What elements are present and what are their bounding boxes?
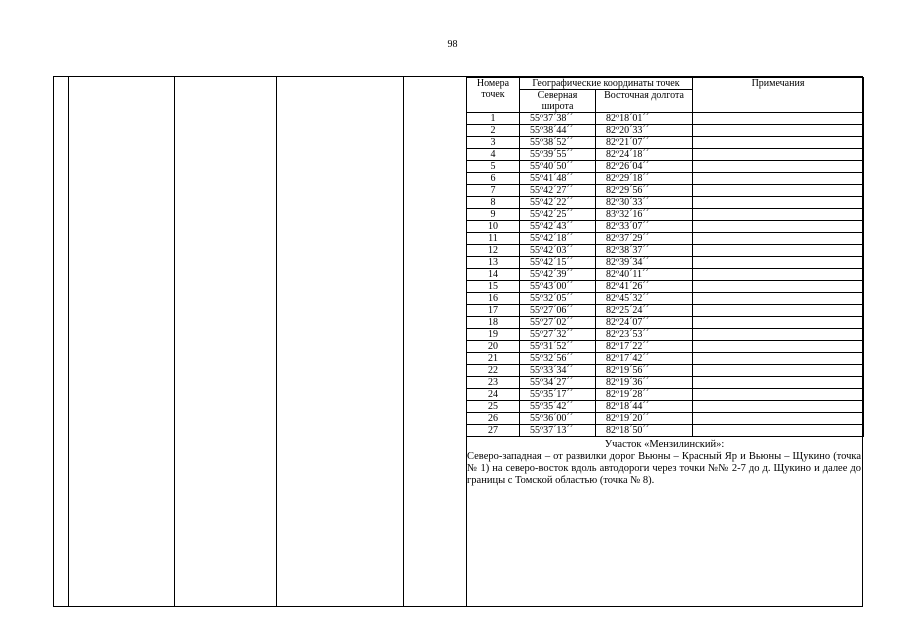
north-latitude: 55º42´39´´	[520, 269, 596, 281]
table-row	[467, 293, 864, 305]
note-cell	[693, 137, 864, 149]
north-latitude: 55º38´44´´	[520, 125, 596, 137]
note-cell	[693, 173, 864, 185]
section-text: Северо-западная – от развилки дорог Вьюны – Красный Яр и Вьюны – Щукино (точка № 1) на северо-восток вдоль автодороги через точки №№ 2-7 до д. Щукино и далее до границы с Томской областью (точка № 8).	[467, 451, 861, 486]
note-cell	[693, 401, 864, 413]
table-row	[467, 197, 864, 209]
point-number: 19	[467, 329, 520, 341]
note-cell	[693, 377, 864, 389]
east-longitude: 82º29´56´´	[596, 185, 693, 197]
table-row	[467, 233, 864, 245]
note-cell	[693, 341, 864, 353]
point-number: 24	[467, 389, 520, 401]
header-east-longitude: Восточная долгота	[596, 90, 693, 113]
table-row	[467, 401, 864, 413]
east-longitude: 82º18´50´´	[596, 425, 693, 437]
note-cell	[693, 353, 864, 365]
north-latitude: 55º42´03´´	[520, 245, 596, 257]
north-latitude: 55º43´00´´	[520, 281, 596, 293]
east-longitude: 82º19´20´´	[596, 413, 693, 425]
north-latitude: 55º32´56´´	[520, 353, 596, 365]
table-row	[467, 245, 864, 257]
coordinates-body	[467, 113, 864, 437]
east-longitude: 82º33´07´´	[596, 221, 693, 233]
table-row	[467, 413, 864, 425]
note-cell	[693, 293, 864, 305]
east-longitude: 82º25´24´´	[596, 305, 693, 317]
note-cell	[693, 413, 864, 425]
table-row	[467, 329, 864, 341]
note-cell	[693, 269, 864, 281]
table-row	[467, 161, 864, 173]
outer-table	[53, 76, 863, 607]
north-latitude: 55º32´05´´	[520, 293, 596, 305]
note-cell	[693, 113, 864, 125]
point-number: 6	[467, 173, 520, 185]
note-cell	[693, 305, 864, 317]
table-row	[467, 209, 864, 221]
point-number: 7	[467, 185, 520, 197]
table-row	[467, 281, 864, 293]
point-number: 13	[467, 257, 520, 269]
table-row	[467, 137, 864, 149]
column-divider	[68, 77, 69, 606]
point-number: 11	[467, 233, 520, 245]
east-longitude: 82º39´34´´	[596, 257, 693, 269]
point-number: 20	[467, 341, 520, 353]
table-row	[467, 221, 864, 233]
point-number: 16	[467, 293, 520, 305]
north-latitude: 55º37´38´´	[520, 113, 596, 125]
point-number: 26	[467, 413, 520, 425]
coordinates-block	[466, 77, 863, 487]
north-latitude: 55º37´13´´	[520, 425, 596, 437]
note-cell	[693, 245, 864, 257]
column-divider	[403, 77, 404, 606]
header-geo-coords: Географические координаты точек	[520, 78, 693, 90]
east-longitude: 82º19´36´´	[596, 377, 693, 389]
north-latitude: 55º33´34´´	[520, 365, 596, 377]
point-number: 12	[467, 245, 520, 257]
east-longitude: 82º37´29´´	[596, 233, 693, 245]
table-row	[467, 353, 864, 365]
point-number: 17	[467, 305, 520, 317]
east-longitude: 82º18´44´´	[596, 401, 693, 413]
table-row	[467, 341, 864, 353]
north-latitude: 55º42´18´´	[520, 233, 596, 245]
table-row	[467, 125, 864, 137]
east-longitude: 82º24´07´´	[596, 317, 693, 329]
north-latitude: 55º42´22´´	[520, 197, 596, 209]
point-number: 23	[467, 377, 520, 389]
note-cell	[693, 197, 864, 209]
point-number: 18	[467, 317, 520, 329]
note-cell	[693, 257, 864, 269]
north-latitude: 55º42´27´´	[520, 185, 596, 197]
header-north-latitude: Северная широта	[520, 90, 596, 113]
east-longitude: 82º41´26´´	[596, 281, 693, 293]
point-number: 4	[467, 149, 520, 161]
east-longitude: 82º17´22´´	[596, 341, 693, 353]
note-cell	[693, 149, 864, 161]
note-cell	[693, 425, 864, 437]
east-longitude: 82º26´04´´	[596, 161, 693, 173]
header-point-no: Номера точек	[467, 78, 520, 113]
north-latitude: 55º35´17´´	[520, 389, 596, 401]
east-longitude: 82º40´11´´	[596, 269, 693, 281]
north-latitude: 55º34´27´´	[520, 377, 596, 389]
north-latitude: 55º41´48´´	[520, 173, 596, 185]
north-latitude: 55º42´25´´	[520, 209, 596, 221]
east-longitude: 82º23´53´´	[596, 329, 693, 341]
note-cell	[693, 365, 864, 377]
table-row	[467, 113, 864, 125]
table-row	[467, 173, 864, 185]
east-longitude: 82º19´56´´	[596, 365, 693, 377]
page-number: 98	[447, 39, 458, 50]
note-cell	[693, 185, 864, 197]
north-latitude: 55º38´52´´	[520, 137, 596, 149]
section-title: Участок «Мензилинский»:	[604, 439, 725, 450]
east-longitude: 83º32´16´´	[596, 209, 693, 221]
table-row	[467, 269, 864, 281]
coordinates-table	[466, 77, 864, 437]
north-latitude: 55º36´00´´	[520, 413, 596, 425]
north-latitude: 55º27´32´´	[520, 329, 596, 341]
table-row	[467, 377, 864, 389]
east-longitude: 82º24´18´´	[596, 149, 693, 161]
north-latitude: 55º27´06´´	[520, 305, 596, 317]
east-longitude: 82º20´33´´	[596, 125, 693, 137]
point-number: 8	[467, 197, 520, 209]
east-longitude: 82º18´01´´	[596, 113, 693, 125]
table-row	[467, 257, 864, 269]
note-cell	[693, 281, 864, 293]
east-longitude: 82º29´18´´	[596, 173, 693, 185]
column-divider	[174, 77, 175, 606]
point-number: 5	[467, 161, 520, 173]
east-longitude: 82º45´32´´	[596, 293, 693, 305]
east-longitude: 82º38´37´´	[596, 245, 693, 257]
note-cell	[693, 125, 864, 137]
table-row	[467, 305, 864, 317]
point-number: 14	[467, 269, 520, 281]
point-number: 3	[467, 137, 520, 149]
note-cell	[693, 389, 864, 401]
point-number: 9	[467, 209, 520, 221]
point-number: 22	[467, 365, 520, 377]
north-latitude: 55º39´55´´	[520, 149, 596, 161]
north-latitude: 55º42´43´´	[520, 221, 596, 233]
header-notes: Примечания	[693, 78, 864, 113]
point-number: 10	[467, 221, 520, 233]
table-row	[467, 365, 864, 377]
north-latitude: 55º40´50´´	[520, 161, 596, 173]
table-row	[467, 317, 864, 329]
north-latitude: 55º42´15´´	[520, 257, 596, 269]
point-number: 15	[467, 281, 520, 293]
point-number: 2	[467, 125, 520, 137]
column-divider	[276, 77, 277, 606]
table-row	[467, 389, 864, 401]
point-number: 25	[467, 401, 520, 413]
east-longitude: 82º30´33´´	[596, 197, 693, 209]
table-row	[467, 149, 864, 161]
note-cell	[693, 161, 864, 173]
point-number: 1	[467, 113, 520, 125]
east-longitude: 82º21´07´´	[596, 137, 693, 149]
north-latitude: 55º27´02´´	[520, 317, 596, 329]
north-latitude: 55º31´52´´	[520, 341, 596, 353]
table-row	[467, 425, 864, 437]
note-cell	[693, 209, 864, 221]
point-number: 27	[467, 425, 520, 437]
east-longitude: 82º17´42´´	[596, 353, 693, 365]
north-latitude: 55º35´42´´	[520, 401, 596, 413]
east-longitude: 82º19´28´´	[596, 389, 693, 401]
point-number: 21	[467, 353, 520, 365]
note-cell	[693, 221, 864, 233]
note-cell	[693, 329, 864, 341]
table-row	[467, 185, 864, 197]
note-cell	[693, 317, 864, 329]
note-cell	[693, 233, 864, 245]
